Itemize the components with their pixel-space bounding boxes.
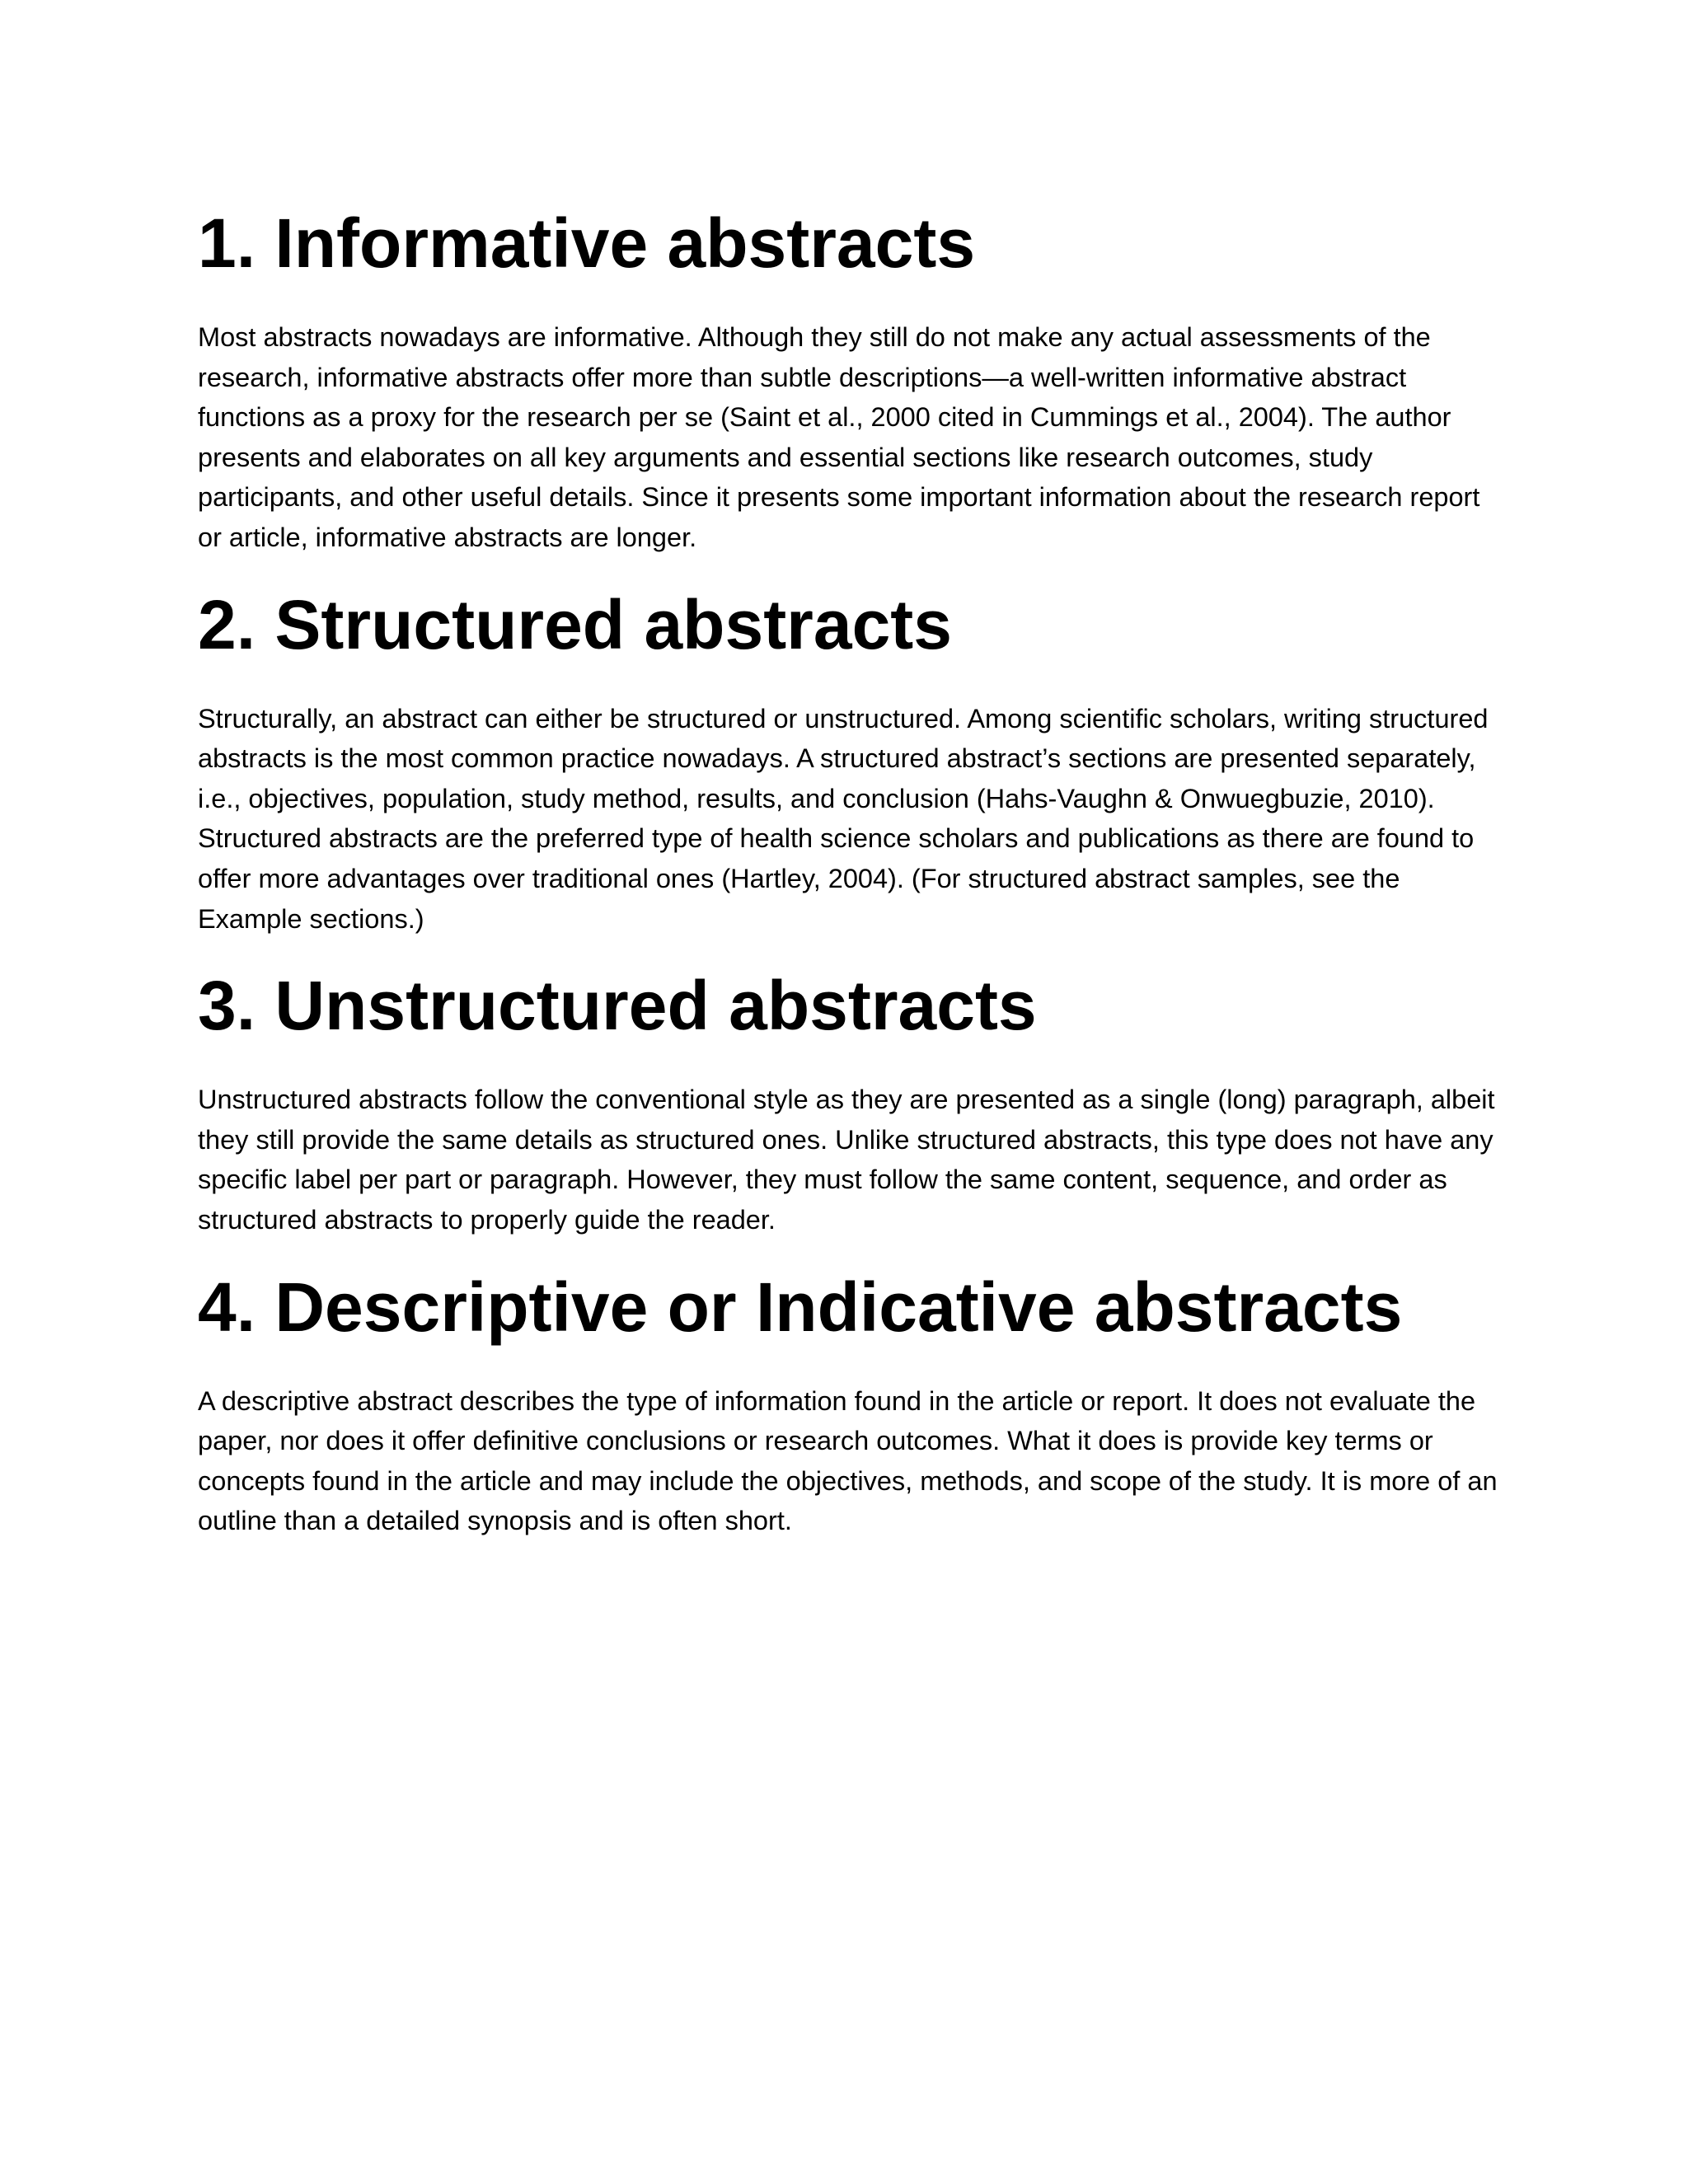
section-paragraph: Most abstracts nowadays are informative. Although they still do not make any actual assessments of the research, informative abstracts offer more than subtle descriptions—a well-written informative abstract functions as a proxy for the research per se (Saint et al., 2000 cited in Cummings et al., 2004). The author presents and elaborates on all key arguments and essential sections like research outcomes, study participants, and other useful details. Since it presents some important information about the research report or article, informative abstracts are longer. xyxy=(198,322,1480,552)
section-heading: 4. Descriptive or Indicative abstracts xyxy=(198,1268,1403,1346)
section-heading: 3. Unstructured abstracts xyxy=(198,967,1037,1045)
section-heading: 1. Informative abstracts xyxy=(198,204,976,282)
section-informative-abstracts xyxy=(198,198,1500,558)
section-unstructured-abstracts xyxy=(198,960,1500,1240)
section-paragraph: A descriptive abstract describes the type of information found in the article or report. It does not evaluate the paper, nor does it offer definitive conclusions or research outcomes. What it does is provide key terms or concepts found in the article and may include the objectives, methods, and scope of the study. It is more of an outline than a detailed synopsis and is often short. xyxy=(198,1385,1498,1536)
section-paragraph: Unstructured abstracts follow the conventional style as they are presented as a single (long) paragraph, albeit they still provide the same details as structured ones. Unlike structured abstracts, this type does not have any specific label per part or paragraph. However, they must follow the same content, sequence, and order as structured abstracts to properly guide the reader. xyxy=(198,1085,1495,1235)
section-heading: 2. Structured abstracts xyxy=(198,585,952,663)
section-descriptive-or-indicative-abstracts xyxy=(198,1262,1500,1541)
document-content xyxy=(198,198,1500,1541)
section-paragraph: Structurally, an abstract can either be structured or unstructured. Among scientific scholars, writing structured abstracts is the most common practice nowadays. A structured abstract’s sections are presented separately, i.e., objectives, population, study method, results, and conclusion (Hahs-Vaughn & Onwuegbuzie, 2010). Structured abstracts are the preferred type of health science scholars and publications as there are found to offer more advantages over traditional ones (Hartley, 2004). (For structured abstract samples, see the Example sections.) xyxy=(198,703,1489,934)
section-structured-abstracts xyxy=(198,579,1500,940)
